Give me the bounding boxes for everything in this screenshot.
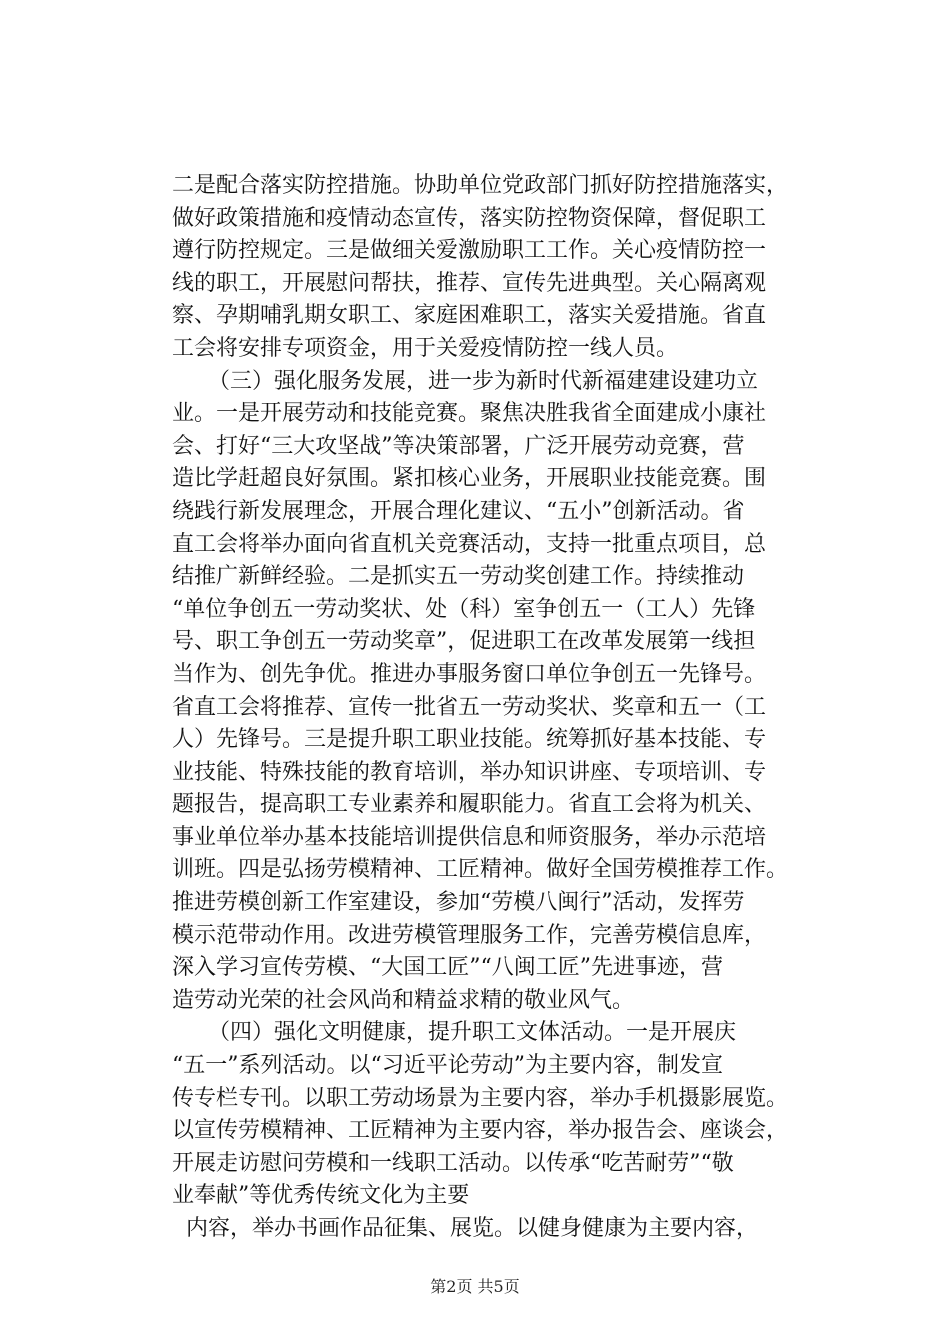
text-line-20: 题报告，提高职工专业素养和履职能力。省直工会将为机关、 (172, 792, 767, 818)
text-line-28: “五一”系列活动。以“习近平论劳动”为主要内容，制发宣 (172, 1053, 723, 1079)
text-line-1: 二是配合落实防控措施。协助单位党政部门抓好防控措施落实， (172, 173, 789, 198)
text-line-21: 事业单位举办基本技能培训提供信息和师资服务，举办示范培 (172, 824, 767, 850)
text-line-14: “单位争创五一劳动奖状、处（科）室争创五一（工人）先锋 (172, 596, 756, 622)
text-line-19: 业技能、特殊技能的教育培训，举办知识讲座、专项培训、专 (172, 759, 767, 785)
page-number-footer: 第2页 共5页 (430, 1277, 520, 1296)
text-line-9: 会、打好“三大攻坚战”等决策部署，广泛开展劳动竞赛，营 (172, 433, 745, 459)
text-line-8: 业。一是开展劳动和技能竞赛。聚焦决胜我省全面建成小康社 (172, 401, 767, 427)
text-line-6: 工会将安排专项资金，用于关爱疫情防控一线人员。 (172, 335, 679, 361)
text-line-32: 业奉献”等优秀传统文化为主要 (172, 1183, 470, 1209)
text-line-25: 深入学习宣传劳模、“大国工匠”“八闽工匠”先进事迹，营 (172, 955, 723, 981)
text-line-2: 做好政策措施和疫情动态宣传，落实防控物资保障，督促职工 (172, 205, 767, 231)
text-line-11: 绕践行新发展理念，开展合理化建议、“五小”创新活动。省 (172, 498, 745, 524)
text-line-12: 直工会将举办面向省直机关竞赛活动，支持一批重点项目，总 (172, 531, 767, 557)
section-four-heading-line: （四）强化文明健康，提升职工文体活动。一是开展庆 (208, 1020, 737, 1046)
text-line-16: 当作为、创先争优。推进办事服务窗口单位争创五一先锋号。 (172, 661, 767, 687)
text-line-15: 号、职工争创五一劳动奖章”，促进职工在改革发展第一线担 (172, 629, 756, 655)
text-line-17: 省直工会将推荐、宣传一批省五一劳动奖状、奖章和五一（工 (172, 694, 767, 720)
text-line-29: 传专栏专刊。以职工劳动场景为主要内容，举办手机摄影展览。 (172, 1085, 789, 1111)
text-line-30: 以宣传劳模精神、工匠精神为主要内容，举办报告会、座谈会， (172, 1118, 789, 1144)
section-three-heading-line: （三）强化服务发展，进一步为新时代新福建建设建功立 (208, 368, 759, 394)
text-line-33: 内容，举办书画作品征集、展览。以健身健康为主要内容， (186, 1216, 759, 1241)
text-line-18: 人）先锋号。三是提升职工职业技能。统筹抓好基本技能、专 (172, 727, 767, 753)
text-line-4: 线的职工，开展慰问帮扶，推荐、宣传先进典型。关心隔离观 (172, 270, 767, 296)
document-body (172, 170, 862, 1246)
text-line-5: 察、孕期哺乳期女职工、家庭困难职工，落实关爱措施。省直 (172, 303, 767, 329)
text-line-24: 模示范带动作用。改进劳模管理服务工作，完善劳模信息库， (172, 922, 767, 948)
text-line-31: 开展走访慰问劳模和一线职工活动。以传承“吃苦耐劳”“敬 (172, 1150, 734, 1176)
text-line-10: 造比学赶超良好氛围。紧扣核心业务，开展职业技能竞赛。围 (172, 466, 767, 492)
text-line-23: 推进劳模创新工作室建设，参加“劳模八闽行”活动，发挥劳 (172, 890, 745, 916)
text-line-26: 造劳动光荣的社会风尚和精益求精的敬业风气。 (172, 987, 635, 1013)
text-line-22: 训班。四是弘扬劳模精神、工匠精神。做好全国劳模推荐工作。 (172, 857, 789, 883)
text-line-13: 结推广新鲜经验。二是抓实五一劳动奖创建工作。持续推动 (172, 564, 745, 590)
text-line-3: 遵行防控规定。三是做细关爱激励职工工作。关心疫情防控一 (172, 238, 767, 264)
